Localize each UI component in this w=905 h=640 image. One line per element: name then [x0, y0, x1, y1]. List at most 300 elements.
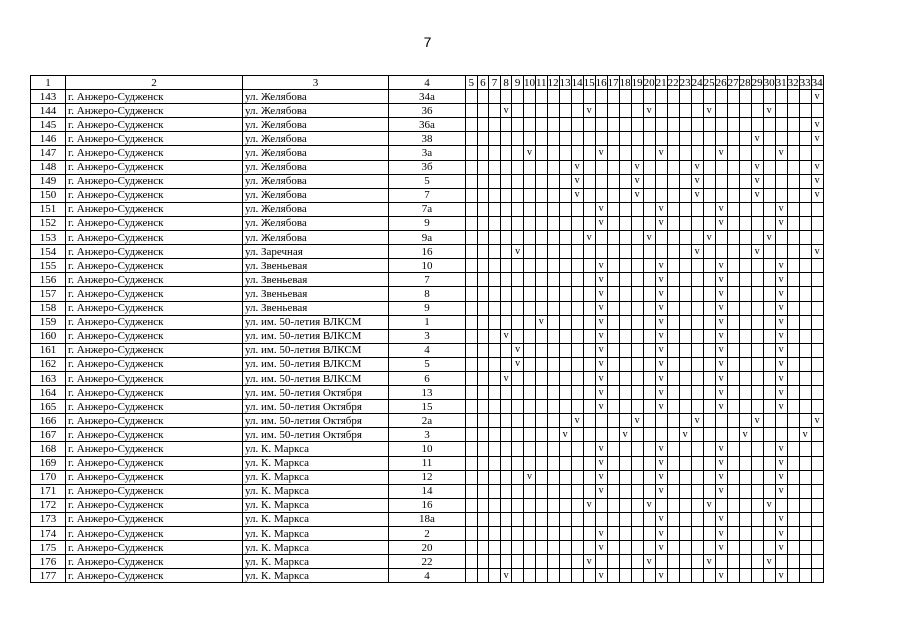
schedule-cell: [811, 555, 823, 569]
schedule-cell: [535, 188, 547, 202]
table-row: [31, 245, 824, 259]
schedule-cell: [727, 160, 739, 174]
schedule-cell: [763, 188, 775, 202]
schedule-cell: [787, 273, 799, 287]
schedule-cell: [489, 555, 501, 569]
header-cell: 27: [727, 76, 739, 89]
schedule-cell: [477, 104, 489, 118]
header-cell: 14: [571, 76, 583, 89]
check-mark: v: [655, 484, 667, 498]
schedule-cell: [512, 146, 524, 160]
schedule-cell: [477, 555, 489, 569]
check-mark: v: [775, 273, 787, 287]
schedule-cell: [703, 315, 715, 329]
schedule-cell: [489, 259, 501, 273]
schedule-cell: [512, 470, 524, 484]
schedule-cell: [547, 386, 559, 400]
schedule-cell: [811, 343, 823, 357]
schedule-cell: [489, 273, 501, 287]
schedule-cell: [739, 216, 751, 230]
schedule-cell: [607, 484, 619, 498]
schedule-cell: [619, 386, 631, 400]
check-mark: v: [679, 428, 691, 442]
house-cell: 18а: [389, 512, 466, 526]
schedule-cell: [631, 202, 643, 216]
check-mark: v: [595, 527, 607, 541]
schedule-cell: [607, 569, 619, 583]
schedule-cell: [466, 484, 478, 498]
schedule-cell: [489, 541, 501, 555]
schedule-cell: [763, 400, 775, 414]
check-mark: v: [655, 216, 667, 230]
header-cell: 34: [811, 76, 823, 89]
row-number: 175: [31, 541, 66, 555]
house-cell: 16: [389, 245, 466, 259]
schedule-cell: [559, 484, 571, 498]
schedule-cell: [466, 569, 478, 583]
schedule-cell: [739, 118, 751, 132]
schedule-cell: [643, 273, 655, 287]
house-cell: 7а: [389, 202, 466, 216]
city-cell: г. Анжеро-Судженск: [66, 174, 243, 188]
schedule-cell: [667, 174, 679, 188]
schedule-cell: [727, 245, 739, 259]
schedule-cell: [667, 315, 679, 329]
check-mark: v: [775, 287, 787, 301]
schedule-cell: [667, 400, 679, 414]
table-row: [31, 160, 824, 174]
schedule-cell: [739, 541, 751, 555]
schedule-cell: [559, 245, 571, 259]
schedule-cell: [559, 442, 571, 456]
street-cell: ул. К. Маркса: [243, 569, 389, 583]
schedule-cell: [799, 315, 811, 329]
table-row: [31, 386, 824, 400]
schedule-cell: [727, 456, 739, 470]
schedule-cell: [489, 118, 501, 132]
schedule-cell: [583, 259, 595, 273]
schedule-cell: [583, 329, 595, 343]
schedule-cell: [739, 287, 751, 301]
header-cell: 33: [799, 76, 811, 89]
schedule-cell: [571, 146, 583, 160]
schedule-cell: [739, 245, 751, 259]
schedule-cell: [679, 456, 691, 470]
check-mark: v: [655, 527, 667, 541]
table-row: [31, 118, 824, 132]
table-row: [31, 329, 824, 343]
schedule-cell: [489, 315, 501, 329]
schedule-cell: [787, 512, 799, 526]
schedule-cell: [583, 470, 595, 484]
schedule-cell: [547, 259, 559, 273]
schedule-cell: [607, 146, 619, 160]
schedule-cell: [500, 174, 512, 188]
schedule-cell: [619, 160, 631, 174]
schedule-cell: [571, 90, 583, 104]
schedule-cell: [571, 484, 583, 498]
schedule-cell: [547, 428, 559, 442]
schedule-cell: [787, 343, 799, 357]
schedule-cell: [571, 343, 583, 357]
check-mark: v: [763, 555, 775, 569]
street-cell: ул. Звеньевая: [243, 287, 389, 301]
schedule-cell: [727, 484, 739, 498]
check-mark: v: [715, 259, 727, 273]
schedule-cell: [691, 541, 703, 555]
check-mark: v: [523, 470, 535, 484]
table-row: [31, 90, 824, 104]
table-row: [31, 301, 824, 315]
check-mark: v: [703, 231, 715, 245]
schedule-cell: [512, 118, 524, 132]
schedule-cell: [489, 428, 501, 442]
schedule-cell: [559, 231, 571, 245]
schedule-cell: [679, 329, 691, 343]
schedule-cell: [535, 287, 547, 301]
schedule-cell: [667, 273, 679, 287]
schedule-cell: [523, 541, 535, 555]
table-row: [31, 174, 824, 188]
check-mark: v: [715, 287, 727, 301]
check-mark: v: [583, 104, 595, 118]
schedule-cell: [583, 174, 595, 188]
check-mark: v: [715, 527, 727, 541]
check-mark: v: [655, 329, 667, 343]
schedule-cell: [535, 414, 547, 428]
schedule-cell: [489, 90, 501, 104]
house-cell: 6: [389, 371, 466, 385]
city-cell: г. Анжеро-Судженск: [66, 90, 243, 104]
check-mark: v: [500, 329, 512, 343]
schedule-cell: [799, 287, 811, 301]
schedule-cell: [811, 287, 823, 301]
schedule-cell: [500, 287, 512, 301]
row-number: 165: [31, 400, 66, 414]
schedule-cell: [489, 357, 501, 371]
schedule-cell: [571, 329, 583, 343]
schedule-cell: [500, 90, 512, 104]
city-cell: г. Анжеро-Судженск: [66, 216, 243, 230]
header-cell: 30: [763, 76, 775, 89]
row-number: 176: [31, 555, 66, 569]
schedule-cell: [727, 118, 739, 132]
schedule-cell: [631, 146, 643, 160]
check-mark: v: [775, 259, 787, 273]
schedule-cell: [477, 301, 489, 315]
schedule-cell: [631, 371, 643, 385]
schedule-cell: [811, 470, 823, 484]
schedule-cell: [523, 329, 535, 343]
schedule-cell: [547, 315, 559, 329]
schedule-cell: [466, 287, 478, 301]
row-number: 167: [31, 428, 66, 442]
schedule-cell: [643, 160, 655, 174]
schedule-cell: [571, 231, 583, 245]
schedule-cell: [787, 202, 799, 216]
schedule-cell: [727, 273, 739, 287]
schedule-cell: [500, 555, 512, 569]
schedule-cell: [500, 541, 512, 555]
schedule-cell: [523, 104, 535, 118]
check-mark: v: [715, 484, 727, 498]
schedule-cell: [512, 259, 524, 273]
house-cell: 36а: [389, 118, 466, 132]
check-mark: v: [619, 428, 631, 442]
schedule-cell: [751, 104, 763, 118]
check-mark: v: [655, 512, 667, 526]
schedule-cell: [679, 259, 691, 273]
house-cell: 10: [389, 442, 466, 456]
page-number: 7: [423, 34, 432, 50]
check-mark: v: [595, 386, 607, 400]
city-cell: г. Анжеро-Судженск: [66, 512, 243, 526]
city-cell: г. Анжеро-Судженск: [66, 428, 243, 442]
schedule-cell: [535, 245, 547, 259]
row-number: 143: [31, 90, 66, 104]
schedule-cell: [489, 146, 501, 160]
check-mark: v: [595, 357, 607, 371]
check-mark: v: [703, 104, 715, 118]
check-mark: v: [595, 541, 607, 555]
schedule-cell: [811, 301, 823, 315]
table-row: [31, 555, 824, 569]
check-mark: v: [763, 498, 775, 512]
schedule-cell: [763, 216, 775, 230]
schedule-cell: [619, 216, 631, 230]
schedule-cell: [571, 315, 583, 329]
check-mark: v: [775, 216, 787, 230]
check-mark: v: [715, 343, 727, 357]
schedule-cell: [500, 414, 512, 428]
check-mark: v: [655, 371, 667, 385]
schedule-cell: [643, 188, 655, 202]
row-number: 160: [31, 329, 66, 343]
schedule-cell: [607, 315, 619, 329]
schedule-cell: [489, 216, 501, 230]
schedule-cell: [607, 287, 619, 301]
schedule-cell: [535, 555, 547, 569]
street-cell: ул. Желябова: [243, 146, 389, 160]
schedule-cell: [559, 287, 571, 301]
schedule-cell: [751, 400, 763, 414]
schedule-cell: [643, 315, 655, 329]
row-number: 158: [31, 301, 66, 315]
city-cell: г. Анжеро-Судженск: [66, 414, 243, 428]
schedule-cell: [679, 386, 691, 400]
schedule-cell: [811, 315, 823, 329]
house-cell: 9: [389, 301, 466, 315]
schedule-cell: [619, 400, 631, 414]
schedule-cell: [607, 343, 619, 357]
schedule-cell: [477, 541, 489, 555]
schedule-cell: [787, 527, 799, 541]
schedule-cell: [775, 160, 787, 174]
schedule-cell: [727, 132, 739, 146]
header-cell: 13: [559, 76, 571, 89]
check-mark: v: [751, 414, 763, 428]
schedule-cell: [775, 188, 787, 202]
schedule-cell: [703, 329, 715, 343]
table-row: [31, 512, 824, 526]
schedule-cell: [667, 188, 679, 202]
check-mark: v: [715, 146, 727, 160]
schedule-cell: [679, 160, 691, 174]
schedule-cell: [466, 442, 478, 456]
header-cell: 23: [679, 76, 691, 89]
table-row: [31, 315, 824, 329]
check-mark: v: [811, 174, 823, 188]
header-cell: 28: [739, 76, 751, 89]
schedule-cell: [583, 287, 595, 301]
schedule-cell: [751, 273, 763, 287]
schedule-cell: [535, 118, 547, 132]
schedule-cell: [691, 259, 703, 273]
schedule-cell: [667, 245, 679, 259]
schedule-cell: [739, 231, 751, 245]
schedule-cell: [466, 386, 478, 400]
schedule-cell: [787, 371, 799, 385]
schedule-cell: [679, 470, 691, 484]
schedule-cell: [619, 470, 631, 484]
schedule-cell: [679, 132, 691, 146]
schedule-cell: [763, 315, 775, 329]
schedule-cell: [631, 484, 643, 498]
schedule-cell: [489, 301, 501, 315]
schedule-cell: [583, 428, 595, 442]
header-cell: 2: [66, 76, 243, 90]
schedule-cell: [571, 569, 583, 583]
schedule-cell: [751, 470, 763, 484]
schedule-cell: [667, 569, 679, 583]
schedule-cell: [559, 343, 571, 357]
schedule-cell: [703, 174, 715, 188]
house-cell: 4: [389, 343, 466, 357]
schedule-cell: [727, 259, 739, 273]
schedule-cell: [512, 132, 524, 146]
schedule-cell: [512, 104, 524, 118]
schedule-cell: [571, 132, 583, 146]
schedule-cell: [477, 259, 489, 273]
schedule-cell: [547, 231, 559, 245]
schedule-cell: [523, 371, 535, 385]
schedule-cell: [466, 160, 478, 174]
schedule-cell: [727, 329, 739, 343]
street-cell: ул. Желябова: [243, 90, 389, 104]
table-row: [31, 357, 824, 371]
check-mark: v: [655, 315, 667, 329]
schedule-cell: [512, 484, 524, 498]
schedule-cell: [477, 414, 489, 428]
schedule-cell: [631, 357, 643, 371]
schedule-cell: [703, 512, 715, 526]
schedule-cell: [715, 555, 727, 569]
schedule-cell: [763, 259, 775, 273]
schedule-cell: [619, 484, 631, 498]
schedule-cell: [500, 498, 512, 512]
schedule-cell: [583, 400, 595, 414]
schedule-cell: [775, 174, 787, 188]
schedule-cell: [739, 512, 751, 526]
city-cell: г. Анжеро-Судженск: [66, 527, 243, 541]
schedule-cell: [715, 231, 727, 245]
schedule-cell: [811, 484, 823, 498]
schedule-cell: [643, 357, 655, 371]
street-cell: ул. Желябова: [243, 104, 389, 118]
check-mark: v: [500, 371, 512, 385]
schedule-cell: [547, 104, 559, 118]
check-mark: v: [763, 231, 775, 245]
schedule-cell: [679, 569, 691, 583]
schedule-cell: [535, 400, 547, 414]
schedule-cell: [607, 90, 619, 104]
schedule-cell: [691, 132, 703, 146]
schedule-cell: [751, 118, 763, 132]
schedule-cell: [811, 456, 823, 470]
schedule-cell: [477, 132, 489, 146]
street-cell: ул. Желябова: [243, 202, 389, 216]
schedule-cell: [547, 512, 559, 526]
city-cell: г. Анжеро-Судженск: [66, 329, 243, 343]
schedule-cell: [607, 216, 619, 230]
schedule-cell: [607, 400, 619, 414]
schedule-cell: [466, 174, 478, 188]
schedule-cell: [679, 273, 691, 287]
schedule-cell: [607, 259, 619, 273]
table-row: [31, 146, 824, 160]
house-cell: 14: [389, 484, 466, 498]
schedule-cell: [535, 569, 547, 583]
schedule-cell: [811, 371, 823, 385]
check-mark: v: [775, 569, 787, 583]
schedule-cell: [500, 118, 512, 132]
schedule-cell: [715, 428, 727, 442]
schedule-cell: [787, 315, 799, 329]
schedule-cell: [763, 414, 775, 428]
check-mark: v: [751, 160, 763, 174]
schedule-cell: [489, 386, 501, 400]
schedule-cell: [727, 287, 739, 301]
table-row: [31, 456, 824, 470]
schedule-cell: [607, 357, 619, 371]
schedule-cell: [489, 343, 501, 357]
schedule-cell: [631, 541, 643, 555]
city-cell: г. Анжеро-Судженск: [66, 470, 243, 484]
house-cell: 2а: [389, 414, 466, 428]
schedule-cell: [512, 174, 524, 188]
schedule-cell: [799, 174, 811, 188]
schedule-cell: [751, 428, 763, 442]
schedule-cell: [811, 512, 823, 526]
schedule-cell: [619, 202, 631, 216]
city-cell: г. Анжеро-Судженск: [66, 245, 243, 259]
schedule-cell: [811, 498, 823, 512]
schedule-cell: [583, 456, 595, 470]
schedule-cell: [691, 329, 703, 343]
schedule-cell: [631, 400, 643, 414]
street-cell: ул. Заречная: [243, 245, 389, 259]
schedule-cell: [787, 484, 799, 498]
schedule-cell: [811, 216, 823, 230]
schedule-cell: [547, 146, 559, 160]
schedule-cell: [535, 104, 547, 118]
check-mark: v: [775, 357, 787, 371]
schedule-cell: [631, 216, 643, 230]
schedule-cell: [559, 174, 571, 188]
check-mark: v: [775, 329, 787, 343]
header-cell: 31: [775, 76, 787, 89]
schedule-cell: [477, 442, 489, 456]
